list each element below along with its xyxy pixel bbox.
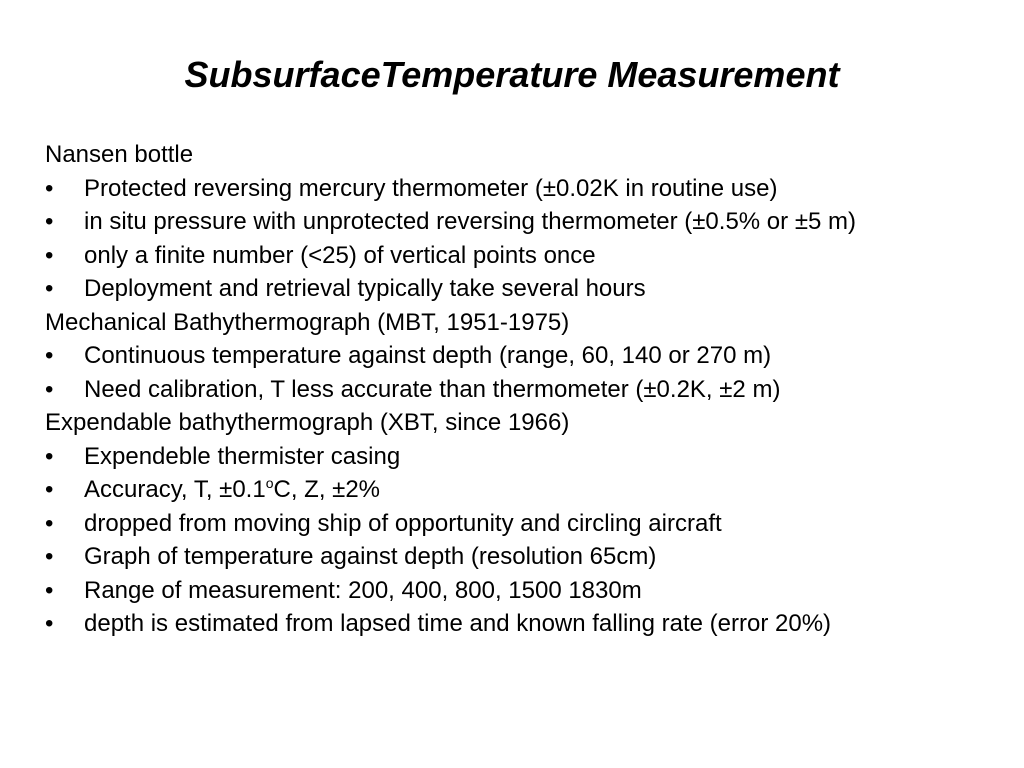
bullet-item-accuracy <box>45 473 995 507</box>
bullet-marker: • <box>45 275 54 302</box>
bullet-text: in situ pressure with unprotected reversing thermometer (±0.5% or ±5 m) <box>84 208 856 235</box>
bullet-item <box>45 239 995 273</box>
bullet-text: Need calibration, T less accurate than thermometer (±0.2K, ±2 m) <box>84 375 781 403</box>
section-heading-nansen-bottle: Nansen bottle <box>45 141 194 168</box>
accuracy-suffix: C, Z, ±2% <box>273 476 381 503</box>
degree-superscript: o <box>265 475 274 491</box>
bullet-marker: • <box>45 375 54 403</box>
bullet-text: Graph of temperature against depth (resolution 65cm) <box>84 543 657 570</box>
bullet-item <box>45 440 995 474</box>
bullet-text: Expendeble thermister casing <box>84 442 401 470</box>
slide-title: SubsurfaceTemperature Measurement <box>184 54 840 95</box>
bullet-text: Protected reversing mercury thermometer (±0.02K in routine use) <box>84 174 778 202</box>
bullet-marker: • <box>45 241 54 269</box>
bullet-marker: • <box>45 576 54 604</box>
bullet-marker: • <box>45 509 54 537</box>
bullet-marker: • <box>45 442 54 470</box>
bullet-text: Continuous temperature against depth (range, 60, 140 or 270 m) <box>84 342 772 369</box>
bullet-item <box>45 172 995 206</box>
bullet-marker: • <box>45 208 54 235</box>
bullet-item <box>45 607 995 641</box>
bullet-item <box>45 339 995 373</box>
section-heading-mbt: Mechanical Bathythermograph (MBT, 1951-1975) <box>45 308 570 336</box>
bullet-text: dropped from moving ship of opportunity and circling aircraft <box>84 509 722 537</box>
bullet-marker: • <box>45 610 54 637</box>
bullet-text: only a finite number (<25) of vertical points once <box>84 241 596 269</box>
bullet-item <box>45 540 995 574</box>
bullet-item <box>45 205 995 239</box>
bullet-item <box>45 507 995 541</box>
bullet-marker: • <box>45 342 54 369</box>
bullet-marker: • <box>45 174 54 202</box>
bullet-item <box>45 574 995 608</box>
bullet-marker: • <box>45 476 54 503</box>
slide-body <box>45 138 995 641</box>
section-heading-xbt: Expendable bathythermograph (XBT, since 1966) <box>45 409 570 436</box>
bullet-text: Deployment and retrieval typically take several hours <box>84 275 646 302</box>
bullet-text: depth is estimated from lapsed time and known falling rate (error 20%) <box>84 610 832 637</box>
accuracy-prefix: Accuracy, T, ±0.1 <box>84 476 266 503</box>
bullet-marker: • <box>45 543 54 570</box>
bullet-text: Range of measurement: 200, 400, 800, 1500 1830m <box>84 576 642 604</box>
bullet-text-accuracy <box>84 473 995 506</box>
bullet-item <box>45 272 995 306</box>
bullet-item <box>45 373 995 407</box>
